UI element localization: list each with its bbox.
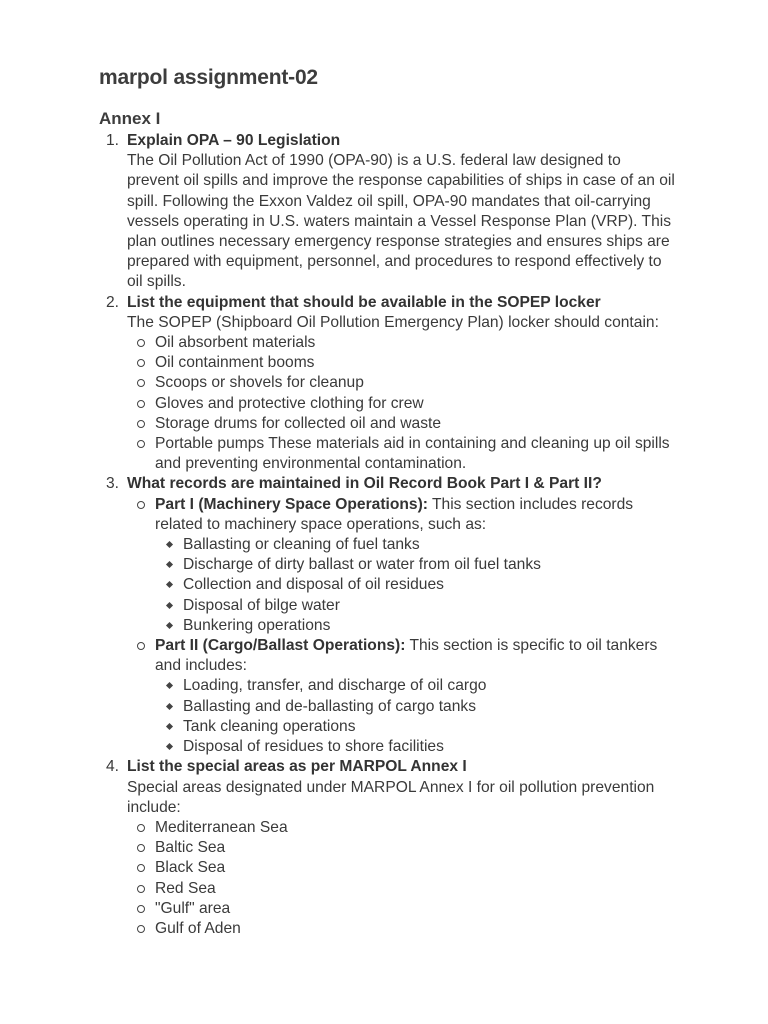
- question-1: [106, 131, 677, 293]
- circle-bullet-icon: [137, 864, 145, 872]
- list-item: Loading, transfer, and discharge of oil cargo: [183, 676, 677, 696]
- circle-bullet-icon: [137, 400, 145, 408]
- part-2-item: [155, 636, 677, 757]
- diamond-bullet-icon: [166, 622, 173, 629]
- list-item: Black Sea: [155, 858, 677, 878]
- diamond-bullet-icon: [166, 581, 173, 588]
- question-number: 4.: [106, 758, 120, 776]
- section-heading: Annex I: [99, 109, 161, 128]
- list-item: "Gulf" area: [155, 899, 677, 919]
- list-item: Ballasting and de-ballasting of cargo tanks: [183, 697, 677, 717]
- question-list: [99, 131, 677, 939]
- circle-bullet-icon: [137, 925, 145, 933]
- diamond-bullet-icon: [166, 561, 173, 568]
- question-4: [106, 757, 677, 939]
- part-1-records: [155, 535, 677, 636]
- list-item: Discharge of dirty ballast or water from oil fuel tanks: [183, 555, 677, 575]
- part-2-label: Part II (Cargo/Ballast Operations):: [155, 637, 406, 655]
- question-title: List the equipment that should be available in the SOPEP locker: [127, 293, 601, 311]
- circle-bullet-icon: [137, 642, 145, 650]
- question-title: List the special areas as per MARPOL Annex I: [127, 758, 467, 776]
- part-2-records: [155, 676, 677, 757]
- diamond-bullet-icon: [166, 682, 173, 689]
- circle-bullet-icon: [137, 420, 145, 428]
- document-title: marpol assignment-02: [99, 66, 318, 89]
- diamond-bullet-icon: [166, 541, 173, 548]
- part-2-text: This section is specific to oil tankers and includes:: [155, 637, 658, 675]
- list-item: Gloves and protective clothing for crew: [155, 394, 677, 414]
- list-item: Collection and disposal of oil residues: [183, 575, 677, 595]
- circle-bullet-icon: [137, 844, 145, 852]
- list-item: Tank cleaning operations: [183, 717, 677, 737]
- answer-intro: The SOPEP (Shipboard Oil Pollution Emergency Plan) locker should contain:: [127, 313, 659, 331]
- list-item: Red Sea: [155, 879, 677, 899]
- list-item: Disposal of bilge water: [183, 596, 677, 616]
- question-3: [106, 474, 677, 757]
- circle-bullet-icon: [137, 379, 145, 387]
- diamond-bullet-icon: [166, 743, 173, 750]
- circle-bullet-icon: [137, 885, 145, 893]
- part-1-item: [155, 495, 677, 636]
- list-item: Portable pumps These materials aid in containing and cleaning up oil spills and preventing environmental contamination.: [155, 434, 677, 474]
- circle-bullet-icon: [137, 905, 145, 913]
- equipment-list: [127, 333, 677, 474]
- part-1-text: This section includes records related to machinery space operations, such as:: [155, 495, 634, 533]
- circle-bullet-icon: [137, 440, 145, 448]
- list-item: Storage drums for collected oil and waste: [155, 414, 677, 434]
- list-item: Gulf of Aden: [155, 919, 677, 939]
- question-number: 1.: [106, 132, 120, 149]
- part-1-label: Part I (Machinery Space Operations):: [155, 495, 428, 513]
- list-item: Bunkering operations: [183, 616, 677, 636]
- special-areas-list: [127, 818, 677, 939]
- list-item: Ballasting or cleaning of fuel tanks: [183, 535, 677, 555]
- circle-bullet-icon: [137, 824, 145, 832]
- list-item: Oil absorbent materials: [155, 333, 677, 353]
- circle-bullet-icon: [137, 359, 145, 367]
- circle-bullet-icon: [137, 501, 145, 509]
- answer-intro: Special areas designated under MARPOL Annex I for oil pollution prevention include:: [127, 778, 655, 816]
- diamond-bullet-icon: [166, 602, 173, 609]
- circle-bullet-icon: [137, 339, 145, 347]
- question-number: 2.: [106, 293, 120, 311]
- list-item: Baltic Sea: [155, 838, 677, 858]
- list-item: Disposal of residues to shore facilities: [183, 737, 677, 757]
- question-number: 3.: [106, 475, 120, 493]
- list-item: Mediterranean Sea: [155, 818, 677, 838]
- question-2: [106, 293, 677, 475]
- diamond-bullet-icon: [166, 703, 173, 710]
- question-title: What records are maintained in Oil Record Book Part I & Part II?: [127, 475, 602, 493]
- question-title: Explain OPA – 90 Legislation: [127, 132, 341, 149]
- answer-paragraph: The Oil Pollution Act of 1990 (OPA-90) is a U.S. federal law designed to prevent oil spills and improve the response capabilities of ships in case of an oil spill. Following the Exxon Valdez oil spill, OPA-90 mandates that oil-carrying vessels operating in U.S. waters maintain a Vessel Response Plan (VRP). This plan outlines necessary emergency response strategies and ensures ships are prepared with equipment, personnel, and procedures to respond effectively to oil spills.: [127, 152, 675, 291]
- list-item: Scoops or shovels for cleanup: [155, 373, 677, 393]
- list-item: Oil containment booms: [155, 353, 677, 373]
- diamond-bullet-icon: [166, 723, 173, 730]
- record-book-parts: [127, 495, 677, 758]
